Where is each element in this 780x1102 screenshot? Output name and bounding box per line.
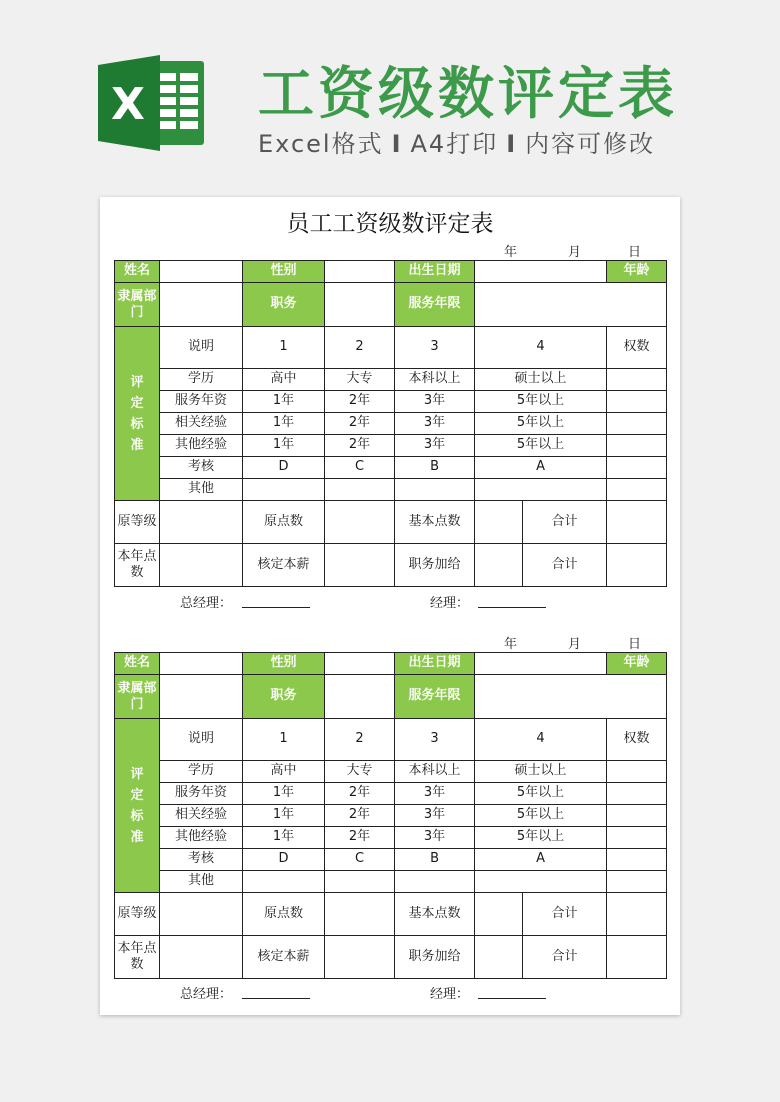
label-position: 职务 xyxy=(243,283,325,327)
criteria-weight-input[interactable] xyxy=(607,805,667,827)
criteria-item-label: 相关经验 xyxy=(160,805,243,827)
manager-signature-field[interactable] xyxy=(478,607,546,608)
criteria-cell[interactable]: 3年 xyxy=(395,805,475,827)
label-age: 年龄 xyxy=(607,653,667,675)
date-month: 月 xyxy=(568,637,582,652)
label-name: 姓名 xyxy=(115,261,160,283)
table-row xyxy=(115,261,667,283)
input-total[interactable] xyxy=(607,893,667,936)
criteria-cell[interactable]: 5年以上 xyxy=(475,413,607,435)
signature-line xyxy=(100,983,680,1001)
label-position-bonus: 职务加给 xyxy=(395,544,475,587)
criteria-header-weight: 权数 xyxy=(607,719,667,761)
criteria-item-label: 其他经验 xyxy=(160,827,243,849)
date-month: 月 xyxy=(568,245,582,260)
input-position-bonus[interactable] xyxy=(475,936,523,979)
criteria-cell[interactable]: 硕士以上 xyxy=(475,369,607,391)
criteria-cell[interactable] xyxy=(475,479,607,501)
criteria-cell[interactable]: 1年 xyxy=(243,805,325,827)
table-row xyxy=(115,479,667,501)
table-row xyxy=(115,805,667,827)
input-total[interactable] xyxy=(607,544,667,587)
criteria-item-label: 相关经验 xyxy=(160,413,243,435)
criteria-cell[interactable]: 3年 xyxy=(395,413,475,435)
input-orig-grade[interactable] xyxy=(160,501,243,544)
criteria-weight-input[interactable] xyxy=(607,849,667,871)
criteria-cell[interactable]: 1年 xyxy=(243,783,325,805)
table-row xyxy=(115,653,667,675)
criteria-weight-input[interactable] xyxy=(607,413,667,435)
table-row xyxy=(115,849,667,871)
label-manager: 经理： xyxy=(430,596,470,611)
table-row xyxy=(115,719,667,761)
criteria-weight-input[interactable] xyxy=(607,435,667,457)
input-base-points[interactable] xyxy=(475,501,523,544)
table-row xyxy=(115,283,667,327)
input-position[interactable] xyxy=(325,283,395,327)
criteria-cell[interactable]: 2年 xyxy=(325,391,395,413)
criteria-cell[interactable]: 5年以上 xyxy=(475,805,607,827)
subtitle-print: A4打印 xyxy=(410,130,499,158)
criteria-header-4: 4 xyxy=(475,719,607,761)
table-row xyxy=(115,871,667,893)
label-orig-points: 原点数 xyxy=(243,893,325,936)
criteria-cell[interactable]: C xyxy=(325,457,395,479)
banner-header xyxy=(0,0,780,190)
criteria-cell[interactable]: 1年 xyxy=(243,435,325,457)
input-total[interactable] xyxy=(607,501,667,544)
criteria-cell[interactable] xyxy=(475,871,607,893)
label-birth-date: 出生日期 xyxy=(395,653,475,675)
label-total: 合计 xyxy=(523,893,607,936)
date-year: 年 xyxy=(504,637,518,652)
criteria-cell[interactable]: 5年以上 xyxy=(475,391,607,413)
criteria-cell[interactable]: 2年 xyxy=(325,435,395,457)
label-gender: 性别 xyxy=(243,653,325,675)
criteria-cell[interactable] xyxy=(395,479,475,501)
label-total: 合计 xyxy=(523,936,607,979)
label-criteria: 评定标准 xyxy=(115,719,160,893)
criteria-header-4: 4 xyxy=(475,327,607,369)
criteria-weight-input[interactable] xyxy=(607,761,667,783)
table-row xyxy=(115,327,667,369)
label-manager: 经理： xyxy=(430,987,470,1002)
criteria-header-1: 1 xyxy=(243,327,325,369)
table-row xyxy=(115,544,667,587)
table-row xyxy=(115,761,667,783)
criteria-cell[interactable]: 5年以上 xyxy=(475,827,607,849)
table-row xyxy=(115,369,667,391)
table-row xyxy=(115,501,667,544)
criteria-item-label: 服务年资 xyxy=(160,391,243,413)
criteria-weight-input[interactable] xyxy=(607,457,667,479)
criteria-header-weight: 权数 xyxy=(607,327,667,369)
input-service-years[interactable] xyxy=(475,283,667,327)
criteria-cell[interactable]: 大专 xyxy=(325,369,395,391)
criteria-cell[interactable]: 3年 xyxy=(395,783,475,805)
table-row xyxy=(115,457,667,479)
label-orig-points: 原点数 xyxy=(243,501,325,544)
input-year-points[interactable] xyxy=(160,544,243,587)
criteria-header-2: 2 xyxy=(325,719,395,761)
input-orig-grade[interactable] xyxy=(160,893,243,936)
criteria-cell[interactable]: B xyxy=(395,849,475,871)
criteria-cell[interactable]: D xyxy=(243,457,325,479)
criteria-item-label: 考核 xyxy=(160,849,243,871)
excel-logo-icon xyxy=(98,55,208,151)
criteria-weight-input[interactable] xyxy=(607,479,667,501)
banner-title: 工资级数评定表 xyxy=(258,62,678,127)
label-approved-salary: 核定本薪 xyxy=(243,936,325,979)
gm-signature-field[interactable] xyxy=(242,998,310,999)
input-total[interactable] xyxy=(607,936,667,979)
input-gender[interactable] xyxy=(325,653,395,675)
label-orig-grade: 原等级 xyxy=(115,893,160,936)
criteria-item-label: 考核 xyxy=(160,457,243,479)
table-row xyxy=(115,413,667,435)
date-line xyxy=(100,241,680,259)
label-name: 姓名 xyxy=(115,653,160,675)
document-page xyxy=(100,197,680,1015)
criteria-cell[interactable] xyxy=(325,479,395,501)
banner-subtitle xyxy=(258,124,655,159)
criteria-cell[interactable] xyxy=(243,479,325,501)
criteria-weight-input[interactable] xyxy=(607,871,667,893)
criteria-cell[interactable]: A xyxy=(475,849,607,871)
criteria-header-3: 3 xyxy=(395,719,475,761)
criteria-cell[interactable]: 硕士以上 xyxy=(475,761,607,783)
table-row xyxy=(115,893,667,936)
manager-signature-field[interactable] xyxy=(478,998,546,999)
label-total: 合计 xyxy=(523,544,607,587)
table-row xyxy=(115,435,667,457)
label-total: 合计 xyxy=(523,501,607,544)
criteria-header-2: 2 xyxy=(325,327,395,369)
gm-signature-field[interactable] xyxy=(242,607,310,608)
label-approved-salary: 核定本薪 xyxy=(243,544,325,587)
label-position-bonus: 职务加给 xyxy=(395,936,475,979)
criteria-cell[interactable] xyxy=(325,871,395,893)
criteria-header-3: 3 xyxy=(395,327,475,369)
label-year-points: 本年点数 xyxy=(115,936,160,979)
label-base-points: 基本点数 xyxy=(395,501,475,544)
table-row xyxy=(115,391,667,413)
criteria-weight-input[interactable] xyxy=(607,391,667,413)
table-row xyxy=(115,783,667,805)
input-position-bonus[interactable] xyxy=(475,544,523,587)
criteria-item-label: 服务年资 xyxy=(160,783,243,805)
criteria-cell[interactable] xyxy=(395,871,475,893)
label-criteria: 评定标准 xyxy=(115,327,160,501)
criteria-cell[interactable]: 1年 xyxy=(243,827,325,849)
criteria-cell[interactable]: A xyxy=(475,457,607,479)
input-approved-salary[interactable] xyxy=(325,544,395,587)
criteria-weight-input[interactable] xyxy=(607,369,667,391)
criteria-header-desc: 说明 xyxy=(160,719,243,761)
label-base-points: 基本点数 xyxy=(395,893,475,936)
subtitle-separator: I xyxy=(506,130,518,158)
criteria-cell[interactable]: C xyxy=(325,849,395,871)
criteria-cell[interactable]: 2年 xyxy=(325,805,395,827)
table-row xyxy=(115,827,667,849)
criteria-cell[interactable]: 1年 xyxy=(243,391,325,413)
input-base-points[interactable] xyxy=(475,893,523,936)
logo-letter: X xyxy=(111,79,145,130)
date-day: 日 xyxy=(628,637,642,652)
label-service-years: 服务年限 xyxy=(395,283,475,327)
label-orig-grade: 原等级 xyxy=(115,501,160,544)
criteria-cell[interactable]: 2年 xyxy=(325,827,395,849)
input-name[interactable] xyxy=(160,653,243,675)
criteria-cell[interactable]: 1年 xyxy=(243,413,325,435)
criteria-item-label: 学历 xyxy=(160,761,243,783)
criteria-cell[interactable]: 大专 xyxy=(325,761,395,783)
salary-grade-table xyxy=(114,260,667,587)
criteria-cell[interactable]: 5年以上 xyxy=(475,783,607,805)
input-name[interactable] xyxy=(160,261,243,283)
table-row xyxy=(115,675,667,719)
criteria-cell[interactable]: 3年 xyxy=(395,827,475,849)
input-birth-date[interactable] xyxy=(475,261,607,283)
criteria-cell[interactable]: 本科以上 xyxy=(395,761,475,783)
label-service-years: 服务年限 xyxy=(395,675,475,719)
input-department[interactable] xyxy=(160,675,243,719)
criteria-weight-input[interactable] xyxy=(607,827,667,849)
label-position: 职务 xyxy=(243,675,325,719)
label-department: 隶属部门 xyxy=(115,675,160,719)
salary-grade-table xyxy=(114,652,667,979)
criteria-cell[interactable]: D xyxy=(243,849,325,871)
criteria-cell[interactable]: 高中 xyxy=(243,369,325,391)
date-day: 日 xyxy=(628,245,642,260)
label-department: 隶属部门 xyxy=(115,283,160,327)
subtitle-separator: I xyxy=(391,130,403,158)
criteria-cell[interactable]: 本科以上 xyxy=(395,369,475,391)
label-general-manager: 总经理： xyxy=(180,596,233,611)
criteria-cell[interactable]: 2年 xyxy=(325,783,395,805)
criteria-item-label: 其他经验 xyxy=(160,435,243,457)
criteria-cell[interactable]: 5年以上 xyxy=(475,435,607,457)
input-position[interactable] xyxy=(325,675,395,719)
table-row xyxy=(115,936,667,979)
input-service-years[interactable] xyxy=(475,675,667,719)
criteria-item-label: 学历 xyxy=(160,369,243,391)
criteria-item-label: 其他 xyxy=(160,479,243,501)
input-birth-date[interactable] xyxy=(475,653,607,675)
criteria-item-label: 其他 xyxy=(160,871,243,893)
subtitle-format: Excel格式 xyxy=(258,130,384,158)
input-orig-points[interactable] xyxy=(325,893,395,936)
criteria-cell[interactable]: 3年 xyxy=(395,435,475,457)
date-year: 年 xyxy=(504,245,518,260)
criteria-weight-input[interactable] xyxy=(607,783,667,805)
label-birth-date: 出生日期 xyxy=(395,261,475,283)
criteria-cell[interactable]: B xyxy=(395,457,475,479)
label-year-points: 本年点数 xyxy=(115,544,160,587)
input-approved-salary[interactable] xyxy=(325,936,395,979)
sheet-title: 员工工资级数评定表 xyxy=(286,211,494,237)
signature-line xyxy=(100,592,680,610)
criteria-cell[interactable]: 2年 xyxy=(325,413,395,435)
input-gender[interactable] xyxy=(325,261,395,283)
label-general-manager: 总经理： xyxy=(180,987,233,1002)
input-year-points[interactable] xyxy=(160,936,243,979)
criteria-cell[interactable]: 高中 xyxy=(243,761,325,783)
subtitle-editable: 内容可修改 xyxy=(525,130,656,158)
label-gender: 性别 xyxy=(243,261,325,283)
criteria-header-1: 1 xyxy=(243,719,325,761)
criteria-header-desc: 说明 xyxy=(160,327,243,369)
input-orig-points[interactable] xyxy=(325,501,395,544)
label-age: 年龄 xyxy=(607,261,667,283)
date-line xyxy=(100,633,680,651)
criteria-cell[interactable]: 3年 xyxy=(395,391,475,413)
criteria-cell[interactable] xyxy=(243,871,325,893)
input-department[interactable] xyxy=(160,283,243,327)
